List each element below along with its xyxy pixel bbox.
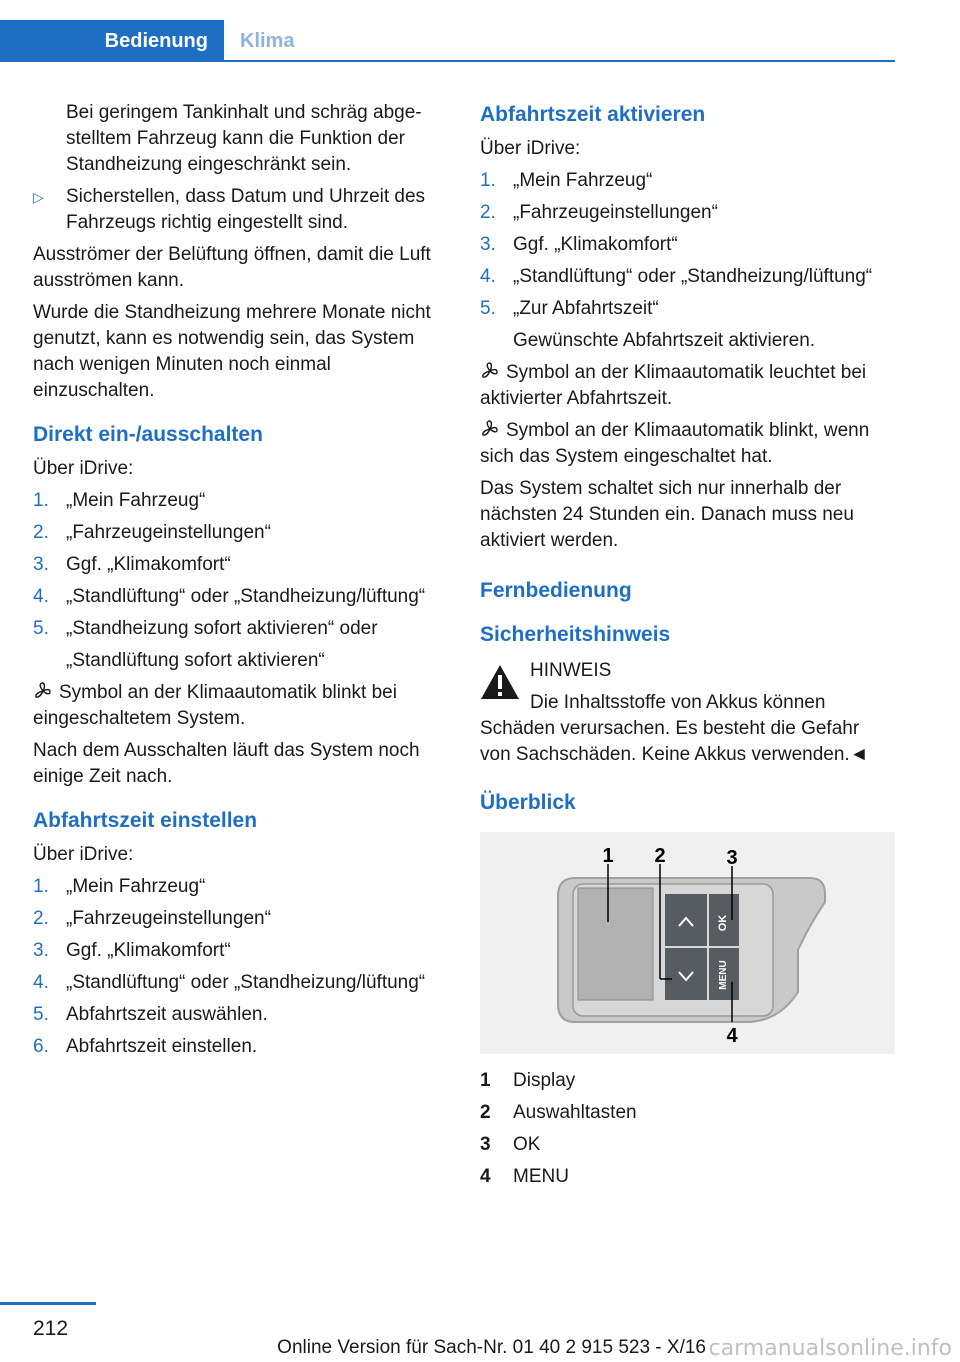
section-title-safety: Sicherheitshinweis [480,623,671,646]
legend-row: 3 OK [480,1134,541,1155]
list-item: 1. „Mein Fahrzeug“ [33,490,206,511]
list-item: 5. „Zur Abfahrtszeit“ [480,298,659,319]
list-direct [33,488,448,674]
list-item: 6. Abfahrtszeit einstellen. [33,1036,258,1057]
right-column [480,102,895,1196]
remote-key-figure [480,832,895,1054]
key-menu-text: MENU [718,960,729,990]
list-item: 5. Abfahrtszeit auswählen. [33,1004,268,1025]
idrive-intro: Über iDrive: [33,844,134,865]
idrive-intro: Über iDrive: [33,458,134,479]
watermark: carmanualsonline.info [708,1336,952,1361]
fan-icon [480,419,500,439]
list-item: 4. „Standlüftung“ oder „Standheizung/lüftung“ [33,972,426,993]
callout-3: 3 [726,847,738,869]
footer-version-text: Online Version für Sach-Nr. 01 40 2 915 523 - X/16 [277,1337,706,1358]
list-item: 2. „Fahrzeugeinstellungen“ [33,908,271,929]
callout-1: 1 [602,845,614,867]
section-title-remote: Fernbedienung [480,579,632,602]
list-item: 4. „Standlüftung“ oder „Standheizung/lüftung“ [33,586,426,607]
legend-row: 1 Display [480,1070,576,1091]
section-title-activate-departure: Abfahrtszeit aktivieren [480,103,706,126]
paragraph-vents: Ausströmer der Belüftung öffnen, damit die Luft ausströmen kann. [33,244,431,291]
list-item: 2. „Fahrzeugeinstellungen“ [33,522,271,543]
list-item: 3. Ggf. „Klimakomfort“ [480,234,678,255]
page-number: 212 [33,1317,69,1340]
callout-4: 4 [726,1025,738,1047]
list-item: 5. „Standheizung sofort aktivieren“ oder [33,618,378,639]
warning-block [480,658,895,716]
paragraph-months: Wurde die Standheizung mehrere Monate nicht genutzt, kann es notwendig sein, das System nach wenigen Minuten noch einmal einzuschalten. [33,302,431,401]
symbol-note: Symbol an der Klimaautomatik blinkt bei eingeschaltetem System. [33,682,397,729]
list-item: 4. „Standlüftung“ oder „Standheizung/lüftung“ [480,266,873,287]
callout-2: 2 [654,845,666,867]
list-continuation: Gewünschte Abfahrtszeit aktivieren. [513,330,816,351]
warning-triangle-icon [480,664,520,700]
list-item: 3. Ggf. „Klimakomfort“ [33,940,231,961]
fan-icon [480,361,500,381]
triangle-bullet-icon: ▷ [33,189,44,205]
symbol-note-blink: Symbol an der Klimaautomatik blinkt, wenn sich das System eingeschaltet hat. [480,420,870,467]
list-item: 1. „Mein Fahrzeug“ [33,876,206,897]
tab-klima[interactable]: Klima [240,29,295,52]
page-header [0,0,960,62]
paragraph-24h: Das System schaltet sich nur innerhalb der nächsten 24 Stunden ein. Danach muss neu aktiviert werden. [480,478,854,551]
bullet-item: ▷ Sicherstellen, dass Datum und Uhrzeit des Fahrzeugs richtig eingestellt sind. [33,184,448,236]
symbol-note-lit: Symbol an der Klimaautomatik leuchtet bei aktivierter Abfahrtszeit. [480,362,867,409]
remote-key-illustration [480,832,895,1054]
legend-row: 4 MENU [480,1166,569,1187]
idrive-intro: Über iDrive: [480,138,581,159]
paragraph-after: Nach dem Ausschalten läuft das System noch einige Zeit nach. [33,740,420,787]
legend-row: 2 Auswahltasten [480,1102,637,1123]
list-item: 3. Ggf. „Klimakomfort“ [33,554,231,575]
list-item: 1. „Mein Fahrzeug“ [480,170,653,191]
list-item: 2. „Fahrzeugeinstellungen“ [480,202,718,223]
paragraph-tank: Bei geringem Tankinhalt und schräg abgestelltem Fahrzeug kann die Funktion der Standheizung eingeschränkt sein. [66,102,422,175]
tab-bedienung[interactable]: Bedienung [0,20,224,62]
header-rule [0,60,895,62]
section-title-direct: Direkt ein-/ausschalten [33,423,263,446]
key-ok-text: OK [717,914,729,932]
list-continuation: „Standlüftung sofort aktivieren“ [66,650,325,671]
footer-rule [0,1302,96,1305]
list-set-departure [33,874,448,1060]
fan-icon [33,681,53,701]
warning-head: HINWEIS [530,660,612,681]
warning-text: Schäden verursachen. Es besteht die Gefahr von Sachschäden. Keine Akkus verwenden.◄ [480,718,869,765]
warning-line1: Die Inhaltsstoffe von Akkus können [530,692,826,713]
section-title-set-departure: Abfahrtszeit einstellen [33,809,258,832]
figure-legend [480,1068,895,1190]
list-activate-departure [480,168,895,354]
section-title-overview: Überblick [480,791,576,814]
left-column [33,100,448,1066]
